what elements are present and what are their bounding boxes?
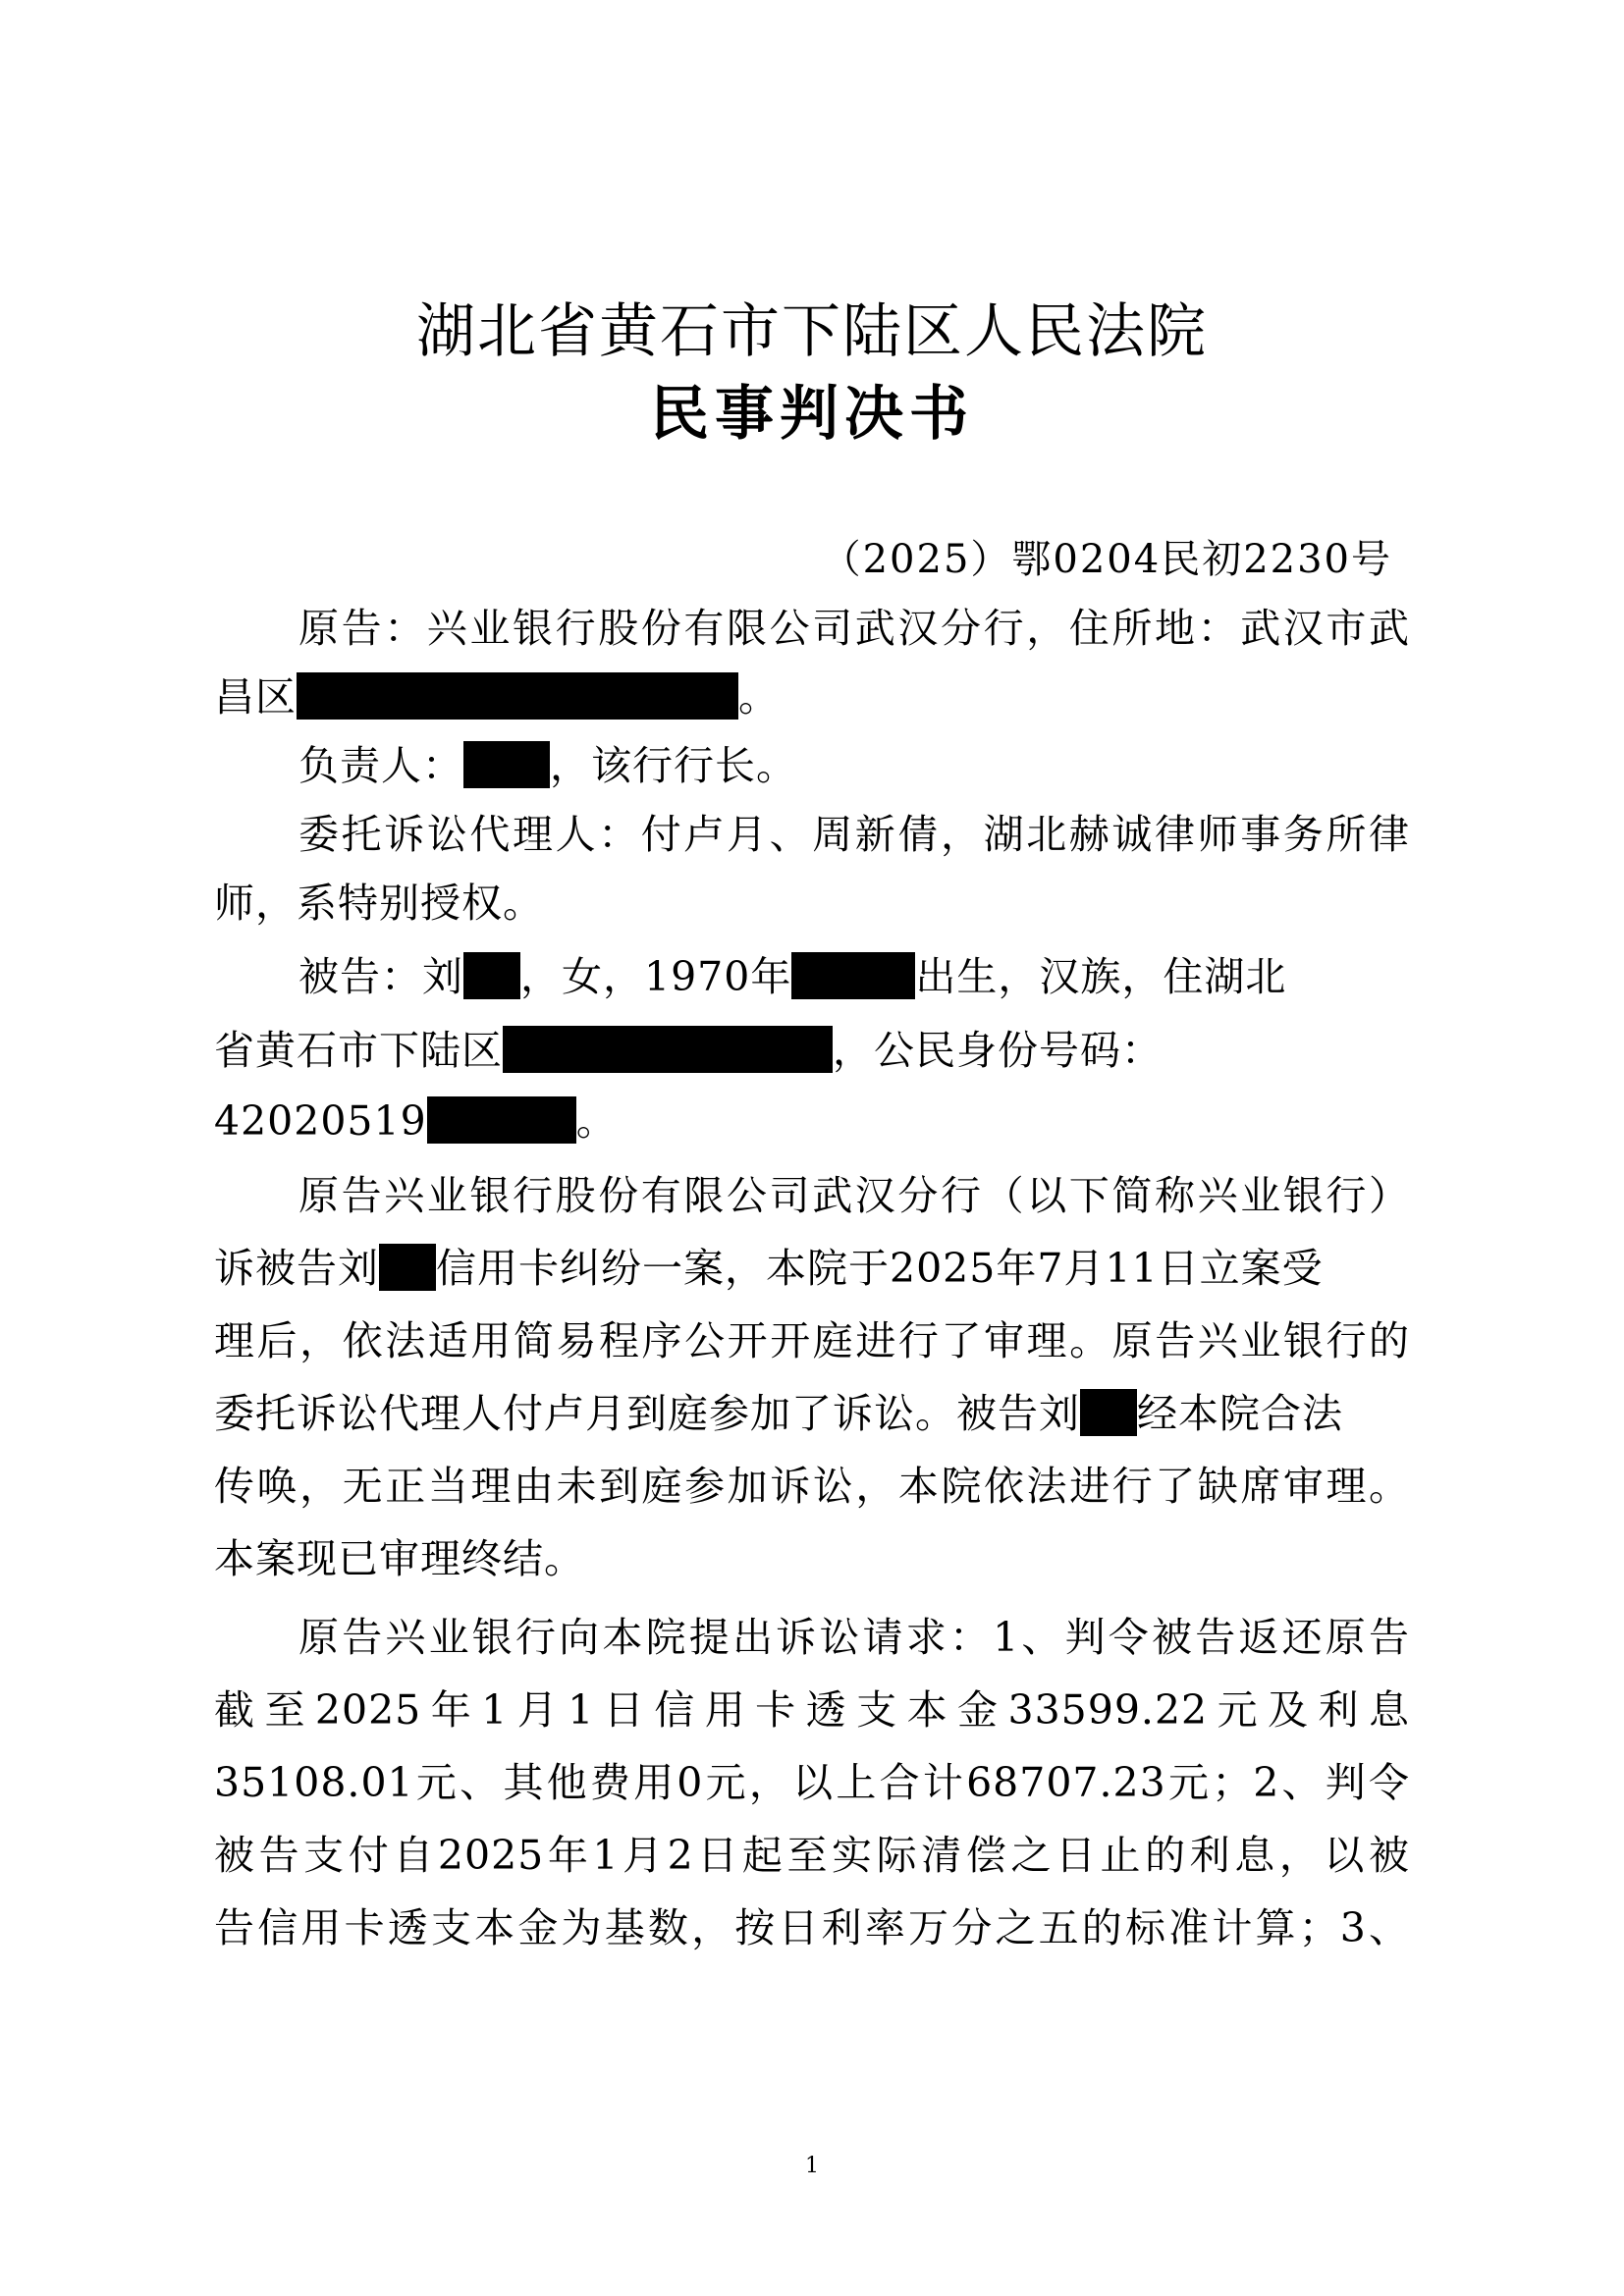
redaction-block (379, 1244, 436, 1291)
defendant-gender-birth: ，女，1970年 (520, 953, 792, 1000)
paragraph-1-line-6: 本案现已审理终结。 (214, 1535, 585, 1582)
principal-line (298, 736, 797, 795)
agent-line-1: 委托诉讼代理人：付卢月、周新倩，湖北赫诚律师事务所律 (298, 811, 1410, 858)
defendant-prefix: 被告：刘 (298, 953, 463, 1000)
plaintiff-address-prefix: 昌区 (214, 673, 297, 721)
redaction-block (503, 1026, 833, 1073)
p1-line2-suffix: 信用卡纠纷一案，本院于2025年7月11日立案受 (436, 1245, 1324, 1292)
page-number: 1 (805, 2154, 819, 2178)
redaction-block (463, 741, 550, 788)
defendant-id-prefix: 42020519 (214, 1097, 427, 1145)
paragraph-2-line-5: 告信用卡透支本金为基数，按日利率万分之五的标准计算；3、 (214, 1904, 1410, 1951)
p1-line4-prefix: 委托诉讼代理人付卢月到庭参加了诉讼。被告刘 (214, 1390, 1080, 1437)
agent-line-2: 师，系特别授权。 (214, 880, 544, 927)
paragraph-1-line-1: 原告兴业银行股份有限公司武汉分行（以下简称兴业银行） (298, 1172, 1410, 1219)
defendant-address-prefix: 省黄石市下陆区 (214, 1027, 503, 1074)
paragraph-1-line-5: 传唤，无正当理由未到庭参加诉讼，本院依法进行了缺席审理。 (214, 1463, 1410, 1510)
redaction-block (463, 952, 520, 999)
defendant-address-suffix: ，公民身份号码： (833, 1027, 1163, 1074)
redaction-block (791, 952, 915, 999)
plaintiff-line-1: 原告：兴业银行股份有限公司武汉分行，住所地：武汉市武 (298, 605, 1410, 652)
defendant-id-suffix: 。 (575, 1097, 618, 1145)
defendant-line-1 (298, 947, 1286, 1006)
principal-suffix: ，该行行长。 (550, 742, 797, 789)
p1-line4-suffix: 经本院合法 (1137, 1390, 1343, 1437)
paragraph-2-line-4: 被告支付自2025年1月2日起至实际清偿之日止的利息，以被 (214, 1832, 1410, 1879)
redaction-block (427, 1096, 576, 1144)
defendant-ethnicity-residence: 出生，汉族，住湖北 (915, 953, 1287, 1000)
court-name: 湖北省黄石市下陆区人民法院 (416, 297, 1208, 366)
paragraph-1-line-2 (214, 1239, 1324, 1298)
defendant-line-2 (214, 1021, 1163, 1080)
paragraph-2-line-2: 截至2025年1月1日信用卡透支本金33599.22元及利息 (214, 1686, 1410, 1734)
redaction-block (1080, 1389, 1137, 1436)
redaction-block (297, 672, 738, 720)
defendant-id-line (214, 1092, 618, 1150)
paragraph-1-line-4 (214, 1384, 1343, 1443)
plaintiff-line-2 (214, 667, 780, 726)
document-type-title: 民事判决书 (650, 380, 974, 449)
principal-prefix: 负责人： (298, 742, 463, 789)
case-number: （2025）鄂0204民初2230号 (821, 537, 1392, 582)
paragraph-2-line-1: 原告兴业银行向本院提出诉讼请求：1、判令被告返还原告 (298, 1614, 1410, 1661)
plaintiff-address-suffix: 。 (738, 673, 780, 721)
paragraph-2-line-3: 35108.01元、其他费用0元，以上合计68707.23元；2、判令 (214, 1759, 1410, 1806)
p1-line2-prefix: 诉被告刘 (214, 1245, 379, 1292)
paragraph-1-line-3: 理后，依法适用简易程序公开开庭进行了审理。原告兴业银行的 (214, 1317, 1410, 1364)
